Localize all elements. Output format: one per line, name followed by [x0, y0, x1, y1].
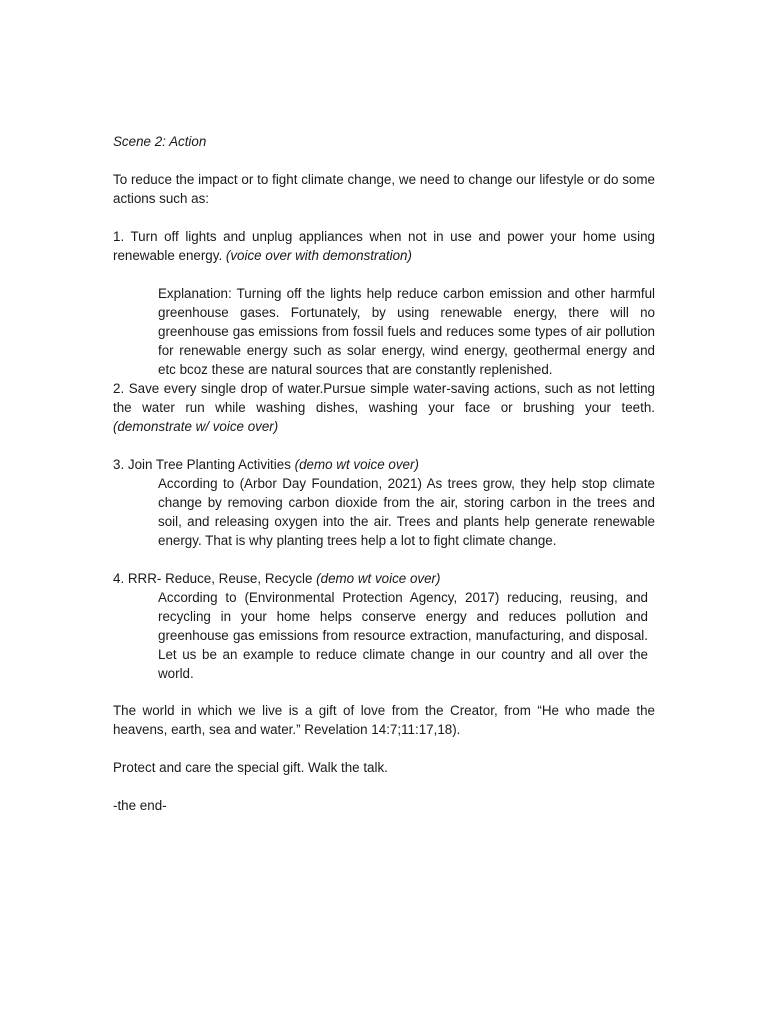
- item-3-heading: 3. Join Tree Planting Activities (demo wt voice over): [113, 457, 419, 472]
- item-1-paragraph: [113, 227, 655, 265]
- closing-paragraph: The world in which we live is a gift of love from the Creator, from “He who made the heavens, earth, sea and water.” Revelation 14:7;11:17,18).: [113, 703, 655, 737]
- item-4-body: According to (Environmental Protection Agency, 2017) reducing, reusing, and recycling in your home helps conserve energy and reduces pollution and greenhouse gas emissions from resource extraction, manufacturing, and disposal. Let us be an example to reduce climate change in our country and all over the world.: [158, 590, 648, 681]
- item-4-note: (demo wt voice over): [316, 571, 441, 586]
- item-1-text: 1. Turn off lights and unplug appliances when not in use and power your home using renewable energy.: [113, 229, 655, 263]
- item-3-body: According to (Arbor Day Foundation, 2021) As trees grow, they help stop climate change by removing carbon dioxide from the air, storing carbon in the trees and soil, and releasing oxygen into the air. Trees and plants help generate renewable energy. That is why planting trees help a lot to fight climate change.: [158, 476, 655, 548]
- item-1-note: (voice over with demonstration): [225, 248, 412, 263]
- protect-line: Protect and care the special gift. Walk the talk.: [113, 760, 388, 775]
- item-2-paragraph: [113, 379, 655, 436]
- item-3-note: (demo wt voice over): [294, 457, 419, 472]
- the-end-line: -the end-: [113, 798, 167, 813]
- intro-paragraph: To reduce the impact or to fight climate change, we need to change our lifestyle or do some actions such as:: [113, 172, 655, 206]
- item-2-text: 2. Save every single drop of water.Pursue simple water-saving actions, such as not letting the water run while washing dishes, washing your face or brushing your teeth.: [113, 381, 655, 415]
- scene-title: Scene 2: Action: [113, 134, 207, 149]
- item-1-explanation: Explanation: Turning off the lights help reduce carbon emission and other harmful greenhouse gases. Fortunately, by using renewable energy, there will no greenhouse gas emissions from fossil fuels and reduces some types of air pollution for renewable energy such as solar energy, wind energy, geothermal energy and etc bcoz these are natural sources that are constantly replenished.: [158, 286, 655, 377]
- item-4-heading: 4. RRR- Reduce, Reuse, Recycle (demo wt voice over): [113, 571, 441, 586]
- item-2-note: (demonstrate w/ voice over): [113, 419, 279, 434]
